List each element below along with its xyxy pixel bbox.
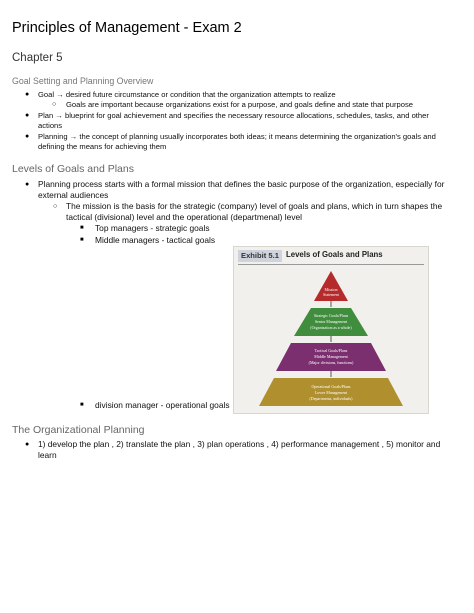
- plan-definition-line2: actions: [38, 121, 63, 130]
- square-bullet-icon: ■: [80, 225, 84, 231]
- mission-basis-line2: tactical (divisional) level and the operational (departmenal) level: [66, 212, 303, 222]
- planning-process-line2: external audiences: [38, 190, 109, 200]
- tier-strategic-line2: Senior Management: [314, 319, 348, 324]
- tier-mission-line2: Statement: [323, 292, 339, 297]
- hollow-bullet-icon: ○: [52, 101, 57, 108]
- bullet-icon: ●: [25, 91, 30, 98]
- exhibit-figure: [233, 246, 429, 414]
- pyramid-diagram: [234, 247, 428, 413]
- goal-definition: Goal → desired future circumstance or condition that the organization attempts to realize: [38, 90, 336, 99]
- planning-definition-line2: defining the means for achieving them: [38, 142, 167, 151]
- exhibit-title: Levels of Goals and Plans: [286, 250, 383, 259]
- tier-tactical-line3: (Major divisions, functions): [308, 360, 354, 365]
- square-bullet-icon: ■: [80, 237, 84, 243]
- planning-steps-line1: 1) develop the plan , 2) translate the plan , 3) plan operations , 4) performance management , 5) monitor and: [38, 439, 441, 449]
- bullet-icon: ●: [25, 181, 30, 188]
- division-manager-item: division manager - operational goals: [95, 400, 230, 410]
- page-title: Principles of Management - Exam 2: [12, 20, 242, 36]
- section-heading-org-planning: The Organizational Planning: [12, 424, 145, 436]
- square-bullet-icon: ■: [80, 402, 84, 408]
- bullet-icon: ●: [25, 133, 30, 140]
- section-heading-goal-setting: Goal Setting and Planning Overview: [12, 76, 154, 86]
- plan-definition-line1: Plan → blueprint for goal achievement and specifies the necessary resource allocations, schedules, tasks, and other: [38, 111, 429, 120]
- tier-tactical-line2: Middle Management: [314, 354, 348, 359]
- tier-operational-line2: Lower Management: [314, 390, 348, 395]
- goal-importance: Goals are important because organizations exist for a purpose, and goals define and state that purpose: [66, 100, 413, 109]
- hollow-bullet-icon: ○: [53, 203, 58, 210]
- tier-strategic-line3: (Organization as a whole): [310, 325, 352, 330]
- tier-tactical-line1: Tactical Goals/Plans: [314, 348, 348, 353]
- tier-mission-line1: Mission: [324, 287, 338, 292]
- top-managers-item: Top managers - strategic goals: [95, 223, 210, 233]
- tier-operational-line3: (Departments, individuals): [309, 396, 353, 401]
- middle-managers-item: Middle managers - tactical goals: [95, 235, 216, 245]
- bullet-icon: ●: [25, 112, 30, 119]
- planning-steps-line2: learn: [38, 450, 57, 460]
- chapter-heading: Chapter 5: [12, 52, 63, 64]
- section-heading-levels: Levels of Goals and Plans: [12, 163, 134, 175]
- planning-definition-line1: Planning → the concept of planning usually incorporates both ideas; it means determining the organization's goals and: [38, 132, 436, 141]
- mission-basis-line1: The mission is the basis for the strategic (company) level of goals and plans, which in turn shapes the: [66, 201, 443, 211]
- tier-strategic-line1: Strategic Goals/Plans: [313, 313, 349, 318]
- planning-process-line1: Planning process starts with a formal mission that defines the basic purpose of the organization, especially for: [38, 179, 445, 189]
- tier-operational-line1: Operational Goals/Plans: [311, 384, 351, 389]
- exhibit-label: Exhibit 5.1: [238, 250, 282, 262]
- bullet-icon: ●: [25, 441, 30, 448]
